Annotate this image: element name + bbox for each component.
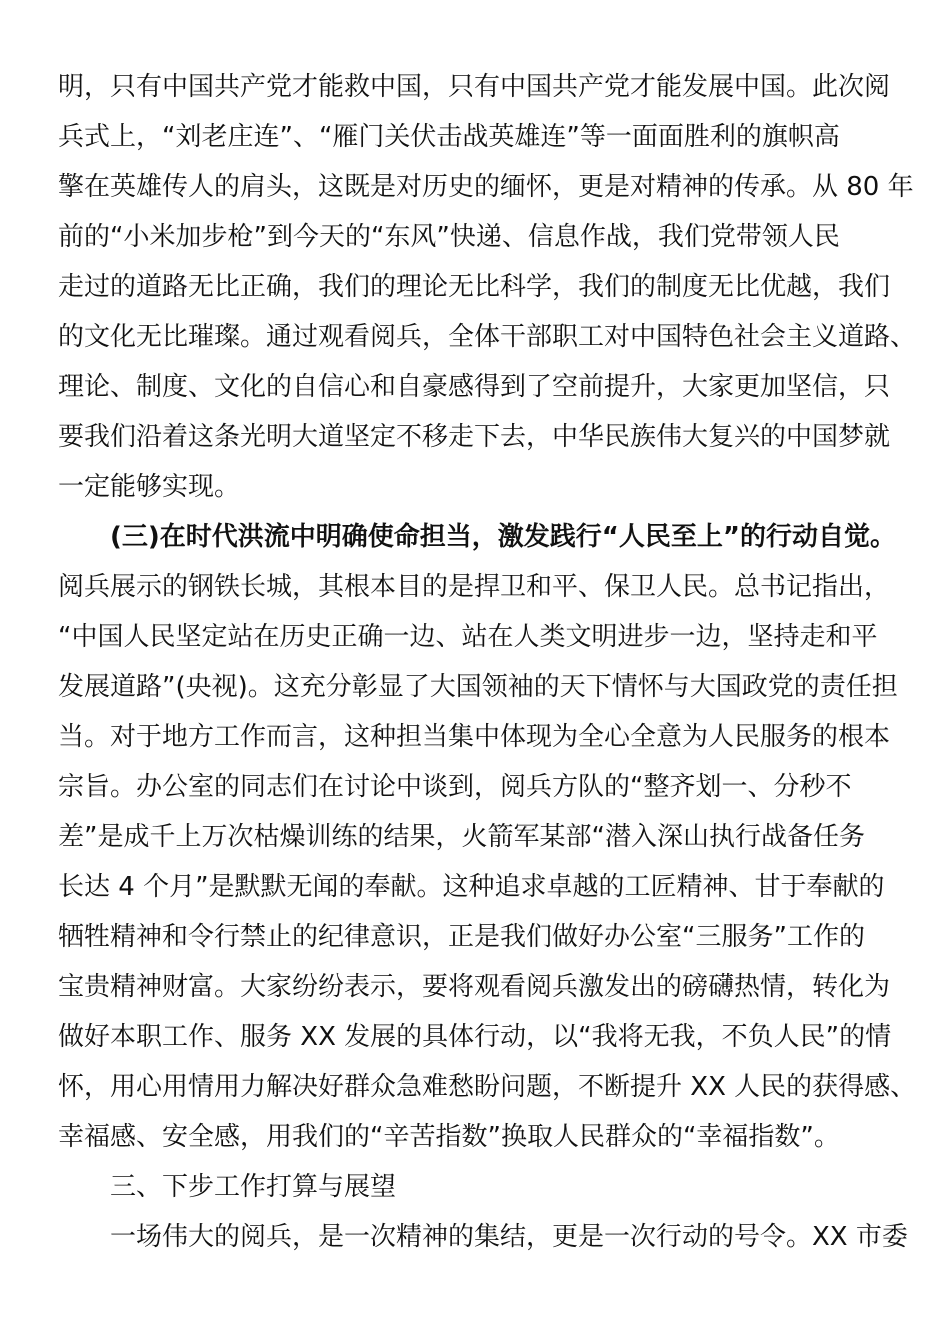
text-line-11: 阅兵展示的钢铁长城，其根本目的是捍卫和平、保卫人民。总书记指出， (58, 572, 891, 602)
text-line-20: 做好本职工作、服务 XX 发展的具体行动，以“我将无我，不负人民”的情 (58, 1022, 892, 1052)
text-line-22: 幸福感、安全感，用我们的“辛苦指数”换取人民群众的“幸福指数”。 (58, 1122, 840, 1152)
text-line-1: 明，只有中国共产党才能救中国，只有中国共产党才能发展中国。此次阅 (58, 72, 891, 102)
text-line-2: 兵式上，“刘老庄连”、“雁门关伏击战英雄连”等一面面胜利的旗帜高 (58, 122, 840, 152)
text-line-14: 当。对于地方工作而言，这种担当集中体现为全心全意为人民服务的根本 (58, 722, 891, 752)
text-line-7: 理论、制度、文化的自信心和自豪感得到了空前提升，大家更加坚信，只 (58, 372, 891, 402)
text-line-16: 差”是成千上万次枯燥训练的结果，火箭军某部“潜入深山执行战备任务 (58, 822, 865, 852)
text-line-9: 一定能够实现。 (58, 472, 241, 502)
text-line-13: 发展道路”(央视)。这充分彰显了大国领袖的天下情怀与大国政党的责任担 (58, 672, 898, 702)
text-line-5: 走过的道路无比正确，我们的理论无比科学，我们的制度无比优越，我们 (58, 272, 891, 302)
text-line-6: 的文化无比璀璨。通过观看阅兵，全体干部职工对中国特色社会主义道路、 (58, 322, 917, 352)
section-heading-3: 三、下步工作打算与展望 (110, 1172, 397, 1202)
text-line-12: “中国人民坚定站在历史正确一边、站在人类文明进步一边，坚持走和平 (58, 622, 878, 652)
text-line-3: 擎在英雄传人的肩头，这既是对历史的缅怀，更是对精神的传承。从 80 年 (58, 172, 914, 202)
text-line-8: 要我们沿着这条光明大道坚定不移走下去，中华民族伟大复兴的中国梦就 (58, 422, 891, 452)
subheading-3: (三)在时代洪流中明确使命担当，激发践行“人民至上”的行动自觉。 (110, 522, 896, 552)
text-line-15: 宗旨。办公室的同志们在讨论中谈到，阅兵方队的“整齐划一、分秒不 (58, 772, 852, 802)
text-line-17: 长达 4 个月”是默默无闻的奉献。这种追求卓越的工匠精神、甘于奉献的 (58, 872, 885, 902)
text-line-19: 宝贵精神财富。大家纷纷表示，要将观看阅兵激发出的磅礴热情，转化为 (58, 972, 891, 1002)
text-line-18: 牺牲精神和令行禁止的纪律意识，正是我们做好办公室“三服务”工作的 (58, 922, 865, 952)
text-line-24: 一场伟大的阅兵，是一次精神的集结，更是一次行动的号令。XX 市委 (110, 1222, 908, 1252)
text-line-21: 怀，用心用情用力解决好群众急难愁盼问题，不断提升 XX 人民的获得感、 (58, 1072, 917, 1102)
text-line-4: 前的“小米加步枪”到今天的“东风”快递、信息作战，我们党带领人民 (58, 222, 840, 252)
